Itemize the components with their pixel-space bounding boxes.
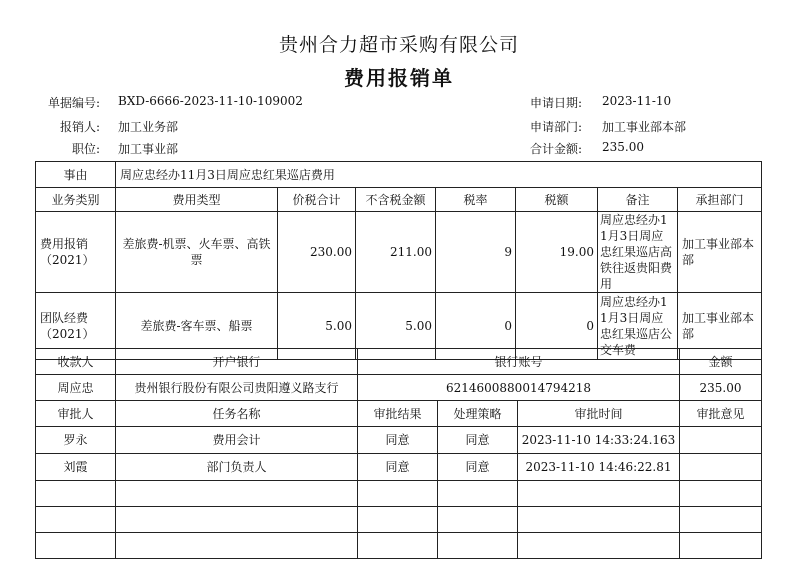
- tax-amount-cell: 0: [516, 293, 598, 360]
- header-bearing-dept: 承担部门: [678, 188, 762, 212]
- header-account: 银行账号: [358, 349, 680, 375]
- business-type-cell: 费用报销（2021）: [36, 212, 116, 293]
- total-amount-label: 合计金额:: [530, 142, 583, 156]
- header-bank: 开户银行: [116, 349, 358, 375]
- approver-cell: 罗永: [36, 427, 116, 454]
- total-with-tax-cell: 230.00: [278, 212, 356, 293]
- bearing-dept-cell: 加工事业部本部: [678, 293, 762, 360]
- empty-cell: [518, 481, 680, 507]
- header-payee: 收款人: [36, 349, 116, 375]
- header-task-name: 任务名称: [116, 401, 358, 427]
- empty-cell: [438, 507, 518, 533]
- amount-excl-tax-cell: 5.00: [356, 293, 436, 360]
- empty-cell: [518, 507, 680, 533]
- empty-cell: [36, 507, 116, 533]
- table-row: [36, 427, 762, 454]
- empty-row: [36, 507, 762, 533]
- approval-result-cell: 同意: [358, 427, 438, 454]
- empty-cell: [680, 507, 762, 533]
- tax-rate-cell: 9: [436, 212, 516, 293]
- header-tax-rate: 税率: [436, 188, 516, 212]
- apply-dept-value: 加工事业部本部: [602, 120, 687, 134]
- approval-time-cell: 2023-11-10 14:46:22.81: [518, 454, 680, 481]
- payee-cell: 周应忠: [36, 375, 116, 401]
- expense-table: [35, 161, 762, 360]
- header-approval-result: 审批结果: [358, 401, 438, 427]
- header-total-with-tax: 价税合计: [278, 188, 356, 212]
- matter-value: 周应忠经办11月3日周应忠红果巡店费用: [116, 162, 762, 188]
- amount-cell: 235.00: [680, 375, 762, 401]
- empty-cell: [36, 533, 116, 559]
- approval-time-cell: 2023-11-10 14:33:24.163: [518, 427, 680, 454]
- empty-cell: [358, 507, 438, 533]
- header-expense-type: 费用类型: [116, 188, 278, 212]
- empty-row: [36, 533, 762, 559]
- apply-date-label: 申请日期:: [530, 96, 583, 110]
- doc-no-label: 单据编号:: [47, 96, 100, 110]
- header-business-type: 业务类别: [36, 188, 116, 212]
- empty-cell: [358, 533, 438, 559]
- tax-rate-cell: 0: [436, 293, 516, 360]
- table-row: [36, 212, 762, 293]
- empty-cell: [680, 481, 762, 507]
- approval-opinion-cell: [680, 427, 762, 454]
- bank-cell: 贵州银行股份有限公司贵阳遵义路支行: [116, 375, 358, 401]
- remark-cell: 周应忠经办11月3日周应忠红果巡店公交车费: [598, 293, 678, 360]
- bearing-dept-cell: 加工事业部本部: [678, 212, 762, 293]
- empty-row: [36, 481, 762, 507]
- payee-approval-table: [35, 348, 762, 559]
- amount-excl-tax-cell: 211.00: [356, 212, 436, 293]
- business-type-cell: 团队经费（2021）: [36, 293, 116, 360]
- header-strategy: 处理策略: [438, 401, 518, 427]
- total-with-tax-cell: 5.00: [278, 293, 356, 360]
- empty-cell: [116, 507, 358, 533]
- approval-result-cell: 同意: [358, 454, 438, 481]
- header-amount-excl-tax: 不含税金额: [356, 188, 436, 212]
- approval-opinion-cell: [680, 454, 762, 481]
- position-value: 加工事业部: [118, 142, 179, 156]
- document-title: 费用报销单: [344, 66, 454, 90]
- table-row: [36, 454, 762, 481]
- header-approval-opinion: 审批意见: [680, 401, 762, 427]
- empty-cell: [438, 533, 518, 559]
- empty-cell: [358, 481, 438, 507]
- empty-cell: [680, 533, 762, 559]
- position-label: 职位:: [71, 142, 100, 156]
- remark-cell: 周应忠经办11月3日周应忠红果巡店高铁往返贵阳费用: [598, 212, 678, 293]
- empty-cell: [36, 481, 116, 507]
- header-remark: 备注: [598, 188, 678, 212]
- task-name-cell: 费用会计: [116, 427, 358, 454]
- approver-cell: 刘霞: [36, 454, 116, 481]
- doc-no-value: BXD-6666-2023-11-10-109002: [118, 94, 303, 108]
- tax-amount-cell: 19.00: [516, 212, 598, 293]
- apply-dept-label: 申请部门:: [530, 120, 583, 134]
- header-approver: 审批人: [36, 401, 116, 427]
- applicant-value: 加工业务部: [118, 120, 179, 134]
- apply-date-value: 2023-11-10: [602, 94, 672, 108]
- header-amount: 金额: [680, 349, 762, 375]
- account-cell: 6214600880014794218: [358, 375, 680, 401]
- total-amount-value: 235.00: [602, 140, 644, 154]
- empty-cell: [518, 533, 680, 559]
- empty-cell: [438, 481, 518, 507]
- header-tax-amount: 税额: [516, 188, 598, 212]
- task-name-cell: 部门负责人: [116, 454, 358, 481]
- header-approval-time: 审批时间: [518, 401, 680, 427]
- expense-type-cell: 差旅费-客车票、船票: [116, 293, 278, 360]
- company-name: 贵州合力超市采购有限公司: [278, 34, 519, 56]
- empty-cell: [116, 481, 358, 507]
- strategy-cell: 同意: [438, 427, 518, 454]
- empty-cell: [116, 533, 358, 559]
- applicant-label: 报销人:: [59, 120, 100, 134]
- expense-type-cell: 差旅费-机票、火车票、高铁票: [116, 212, 278, 293]
- table-row: [36, 375, 762, 401]
- strategy-cell: 同意: [438, 454, 518, 481]
- matter-label: 事由: [36, 162, 116, 188]
